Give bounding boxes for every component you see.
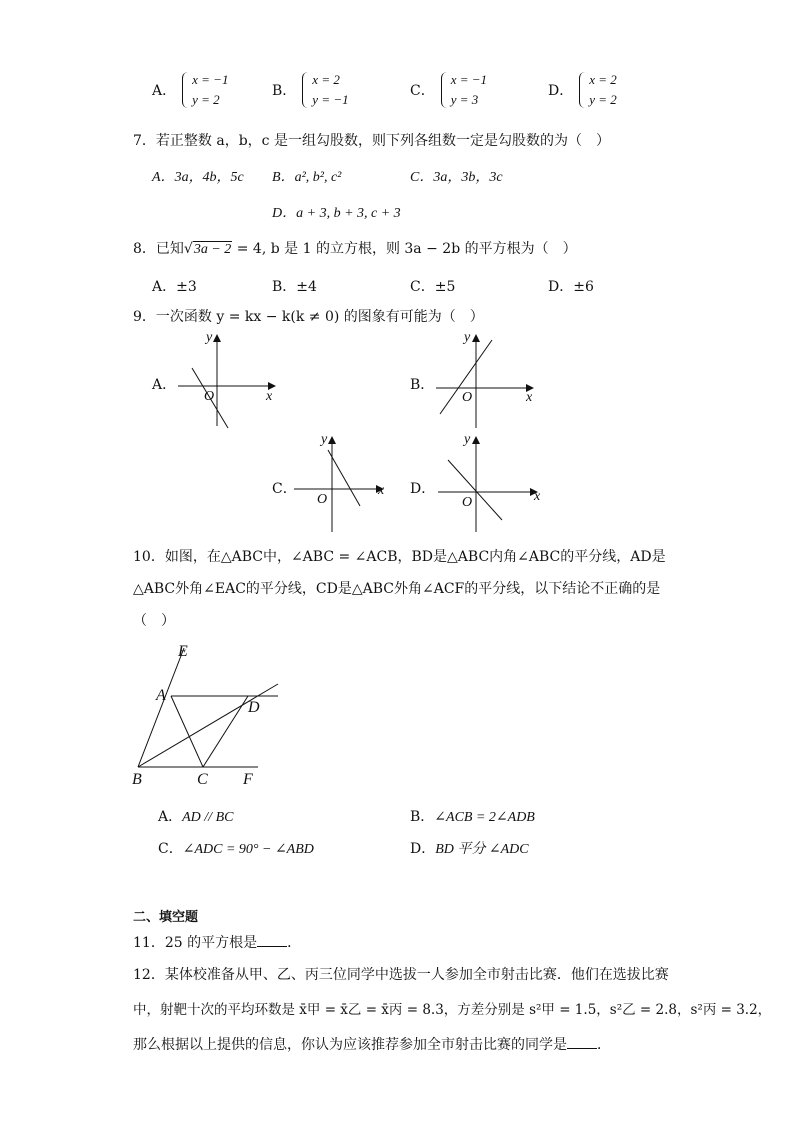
equation-system [182, 70, 228, 110]
option-label: B． [272, 170, 295, 185]
radical-sign: √ [183, 241, 193, 257]
q7-stem: 7．若正整数 a，b，c 是一组勾股数，则下列各组数一定是勾股数的为（ ） [133, 133, 610, 149]
option-label: D． [548, 83, 574, 99]
function-line [328, 450, 360, 506]
equation-line: x = 2 [589, 72, 617, 87]
q10-stem-line2: △ABC外角∠EAC的平分线，CD是△ABC外角∠ACF的平分线，以下结论不正确的是 [133, 581, 661, 597]
y-axis-label: y [464, 432, 471, 447]
line-cd [203, 696, 248, 767]
q9-option-c-label: C． [272, 481, 297, 497]
origin-label: O [204, 389, 215, 404]
q12-end: ． [597, 1037, 611, 1053]
origin-label: O [317, 492, 328, 507]
q9-graph-d [430, 430, 550, 538]
q10-option-a [158, 806, 233, 826]
function-line [448, 460, 502, 520]
q9-option-b-label: B． [410, 377, 435, 393]
point-e-label: E [178, 643, 188, 660]
option-text: AD // BC [182, 810, 234, 825]
point-c-label: C [197, 771, 208, 788]
q9-graph-c [290, 430, 400, 538]
x-axis-label: x [526, 390, 533, 405]
q10-stem-line3: （ ） [133, 613, 175, 629]
option-text: ∠ACB = 2∠ADB [434, 810, 535, 825]
equation-line: y = 3 [450, 92, 479, 107]
q9-option-d-label: D． [410, 481, 436, 497]
option-label: D． [272, 206, 297, 221]
section-title: 二、填空题 [133, 910, 199, 925]
q8-option-a [152, 276, 197, 296]
option-text: a + 3, b + 3, c + 3 [296, 206, 401, 221]
answer-blank[interactable] [257, 934, 287, 947]
q9-graph-b [430, 328, 550, 433]
option-text: BD 平分 ∠ADC [435, 842, 529, 857]
radicand: 3a − 2 [193, 242, 232, 257]
y-axis-label: y [321, 432, 328, 447]
equation-line: x = −1 [192, 72, 229, 87]
y-axis-label: y [464, 330, 471, 345]
point-a-label: A [156, 687, 166, 704]
option-label: A． [152, 83, 177, 99]
equation-line: y = 2 [589, 92, 617, 107]
option-text: 3a，4b，5c [174, 170, 244, 185]
q8-option-b [272, 276, 317, 296]
equation-line: y = 2 [192, 92, 220, 107]
q7-option-b [272, 166, 341, 186]
option-text: ∠ADC = 90° − ∠ABD [182, 842, 314, 857]
q10-option-c [158, 838, 314, 858]
q10-option-d [410, 838, 529, 858]
q11-stem [133, 932, 301, 952]
q6-option-c [410, 70, 487, 110]
q6-option-b [272, 70, 349, 110]
q9-graph-a [170, 328, 290, 433]
q8-stem-prefix: 8．已知 [133, 241, 184, 257]
option-label: D． [548, 279, 574, 295]
option-text: a², b², c² [294, 170, 342, 185]
equation-line: x = 2 [312, 72, 340, 87]
origin-label: O [462, 495, 473, 510]
y-axis-arrow [213, 334, 221, 342]
x-axis-label: x [534, 489, 541, 504]
q6-option-d [548, 70, 617, 110]
q9-option-a-label: A． [152, 377, 177, 393]
option-text: ±5 [434, 279, 456, 295]
y-axis-arrow [472, 334, 480, 342]
option-text: ±4 [296, 279, 317, 295]
option-label: B． [410, 809, 435, 825]
q12-stem-line1: 12．某体校准备从甲、乙、丙三位同学中选拔一人参加全市射击比赛．他们在选拔比赛 [133, 967, 669, 983]
q8-option-d [548, 276, 594, 296]
equation-line: y = −1 [312, 92, 349, 107]
option-label: C． [158, 841, 183, 857]
q8-stem-rest: = 4, b 是 1 的立方根，则 3a − 2b 的平方根为（ ） [232, 241, 577, 257]
option-label: C． [410, 279, 435, 295]
origin-label: O [462, 390, 473, 405]
equation-system [441, 70, 487, 110]
q7-option-a [152, 166, 244, 186]
q6-option-a [152, 70, 228, 110]
q11-text: 11．25 的平方根是 [133, 935, 258, 951]
option-label: C． [410, 83, 435, 99]
option-label: A． [158, 809, 183, 825]
option-label: D． [410, 841, 436, 857]
y-axis-arrow [472, 436, 480, 444]
q12-stem-line2: 中，射靶十次的平均环数是 x̄甲 = x̄乙 = x̄丙 = 8.3，方差分别是 s²甲 = 1.5，s²乙 = 2.8，s²丙 = 3.2， [133, 1002, 772, 1018]
equation-line: x = −1 [450, 72, 488, 87]
q8-option-c [410, 276, 455, 296]
option-text: 3a，3b，3c [433, 170, 503, 185]
q11-end: ． [287, 935, 302, 951]
option-label: B． [272, 83, 297, 99]
q10-figure [128, 640, 288, 790]
option-label: C． [410, 170, 434, 185]
y-axis-arrow [328, 436, 336, 444]
point-f-label: F [243, 771, 253, 788]
equation-system [579, 70, 617, 110]
q7-option-d [272, 202, 401, 222]
q9-stem: 9．一次函数 y = kx − k(k ≠ 0) 的图象有可能为（ ） [133, 309, 484, 325]
option-text: ±6 [573, 279, 594, 295]
x-axis-label: x [378, 483, 385, 498]
point-d-label: D [248, 699, 260, 716]
q12-stem-line3 [133, 1034, 611, 1054]
equation-system [302, 70, 348, 110]
point-b-label: B [132, 771, 142, 788]
option-label: A． [152, 279, 177, 295]
q8-stem [133, 238, 577, 258]
q10-stem-line1: 10．如图，在△ABC中，∠ABC = ∠ACB，BD是△ABC内角∠ABC的平分线，AD是 [133, 549, 666, 565]
line-be [138, 648, 184, 767]
q10-option-b [410, 806, 535, 826]
q12-text: 那么根据以上提供的信息，你认为应该推荐参加全市射击比赛的同学是 [133, 1037, 567, 1053]
option-label: A． [152, 170, 175, 185]
q7-option-c [410, 166, 503, 186]
option-label: B． [272, 279, 297, 295]
y-axis-label: y [206, 330, 213, 345]
x-axis-label: x [266, 389, 273, 404]
option-text: ±3 [176, 279, 197, 295]
answer-blank[interactable] [567, 1036, 597, 1049]
